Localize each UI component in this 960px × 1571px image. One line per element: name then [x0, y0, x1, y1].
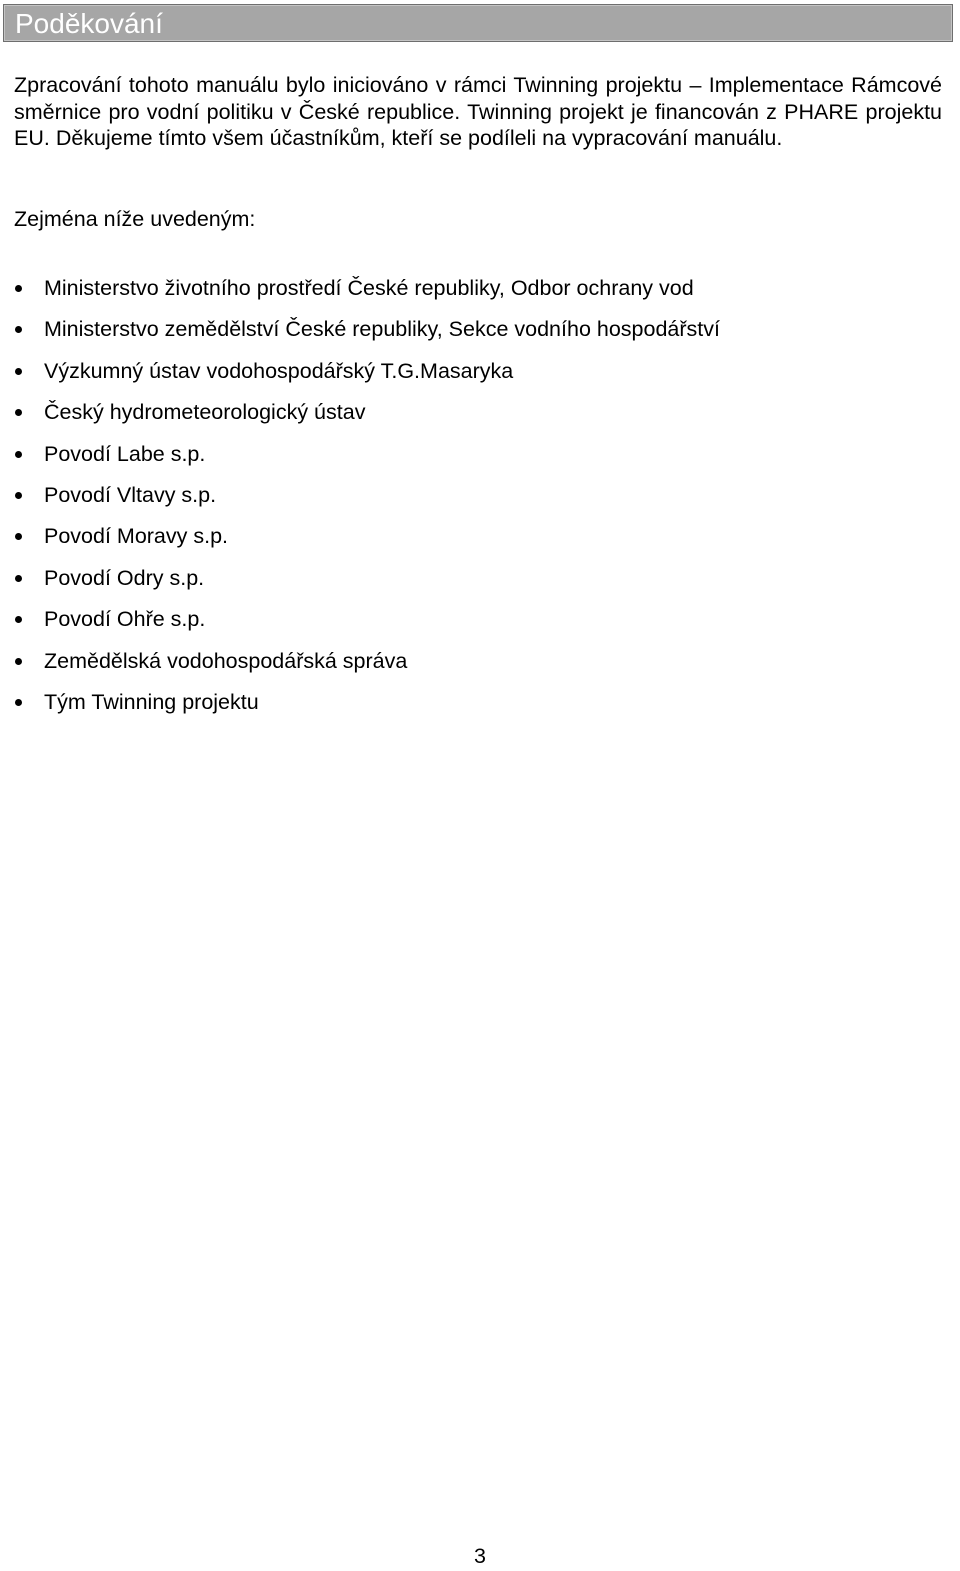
- section-title: Poděkování: [15, 8, 163, 39]
- bullet-icon: [15, 575, 22, 582]
- bullet-icon: [15, 409, 22, 416]
- list-lead-text: Zejména níže uvedeným:: [14, 207, 256, 231]
- list-item-text: Povodí Odry s.p.: [44, 565, 205, 590]
- intro-paragraph: Zpracování tohoto manuálu bylo iniciováno v rámci Twinning projektu – Implementace Rámcové směrnice pro vodní politiku v České republice. Twinning projekt je financován z PHARE projektu EU. Děkujeme tímto všem účastníkům, kteří se podíleli na vypracování manuálu.: [14, 73, 942, 150]
- list-item-text: Ministerstvo zemědělství České republiky, Sekce vodního hospodářství: [44, 317, 720, 342]
- bullet-icon: [15, 699, 22, 706]
- list-item-text: Povodí Ohře s.p.: [44, 607, 206, 632]
- bullet-icon: [15, 285, 22, 292]
- page-number: 3: [474, 1544, 486, 1568]
- section-heading-bar: [3, 4, 953, 42]
- list-item-text: Zemědělská vodohospodářská správa: [44, 648, 408, 673]
- bullet-icon: [15, 658, 22, 665]
- list-item-text: Povodí Labe s.p.: [44, 441, 206, 466]
- bullet-icon: [15, 616, 22, 623]
- list-item-text: Tým Twinning projektu: [44, 689, 259, 714]
- list-item-text: Povodí Vltavy s.p.: [44, 482, 217, 507]
- list-item-text: Český hydrometeorologický ústav: [44, 400, 366, 425]
- list-item-text: Ministerstvo životního prostředí České republiky, Odbor ochrany vod: [44, 276, 694, 300]
- bullet-icon: [15, 451, 22, 458]
- bullet-icon: [15, 492, 22, 499]
- list-item-text: Výzkumný ústav vodohospodářský T.G.Masaryka: [44, 358, 514, 383]
- bullet-icon: [15, 326, 22, 333]
- bullet-icon: [15, 533, 22, 540]
- list-item-text: Povodí Moravy s.p.: [44, 524, 229, 549]
- bullet-icon: [15, 368, 22, 375]
